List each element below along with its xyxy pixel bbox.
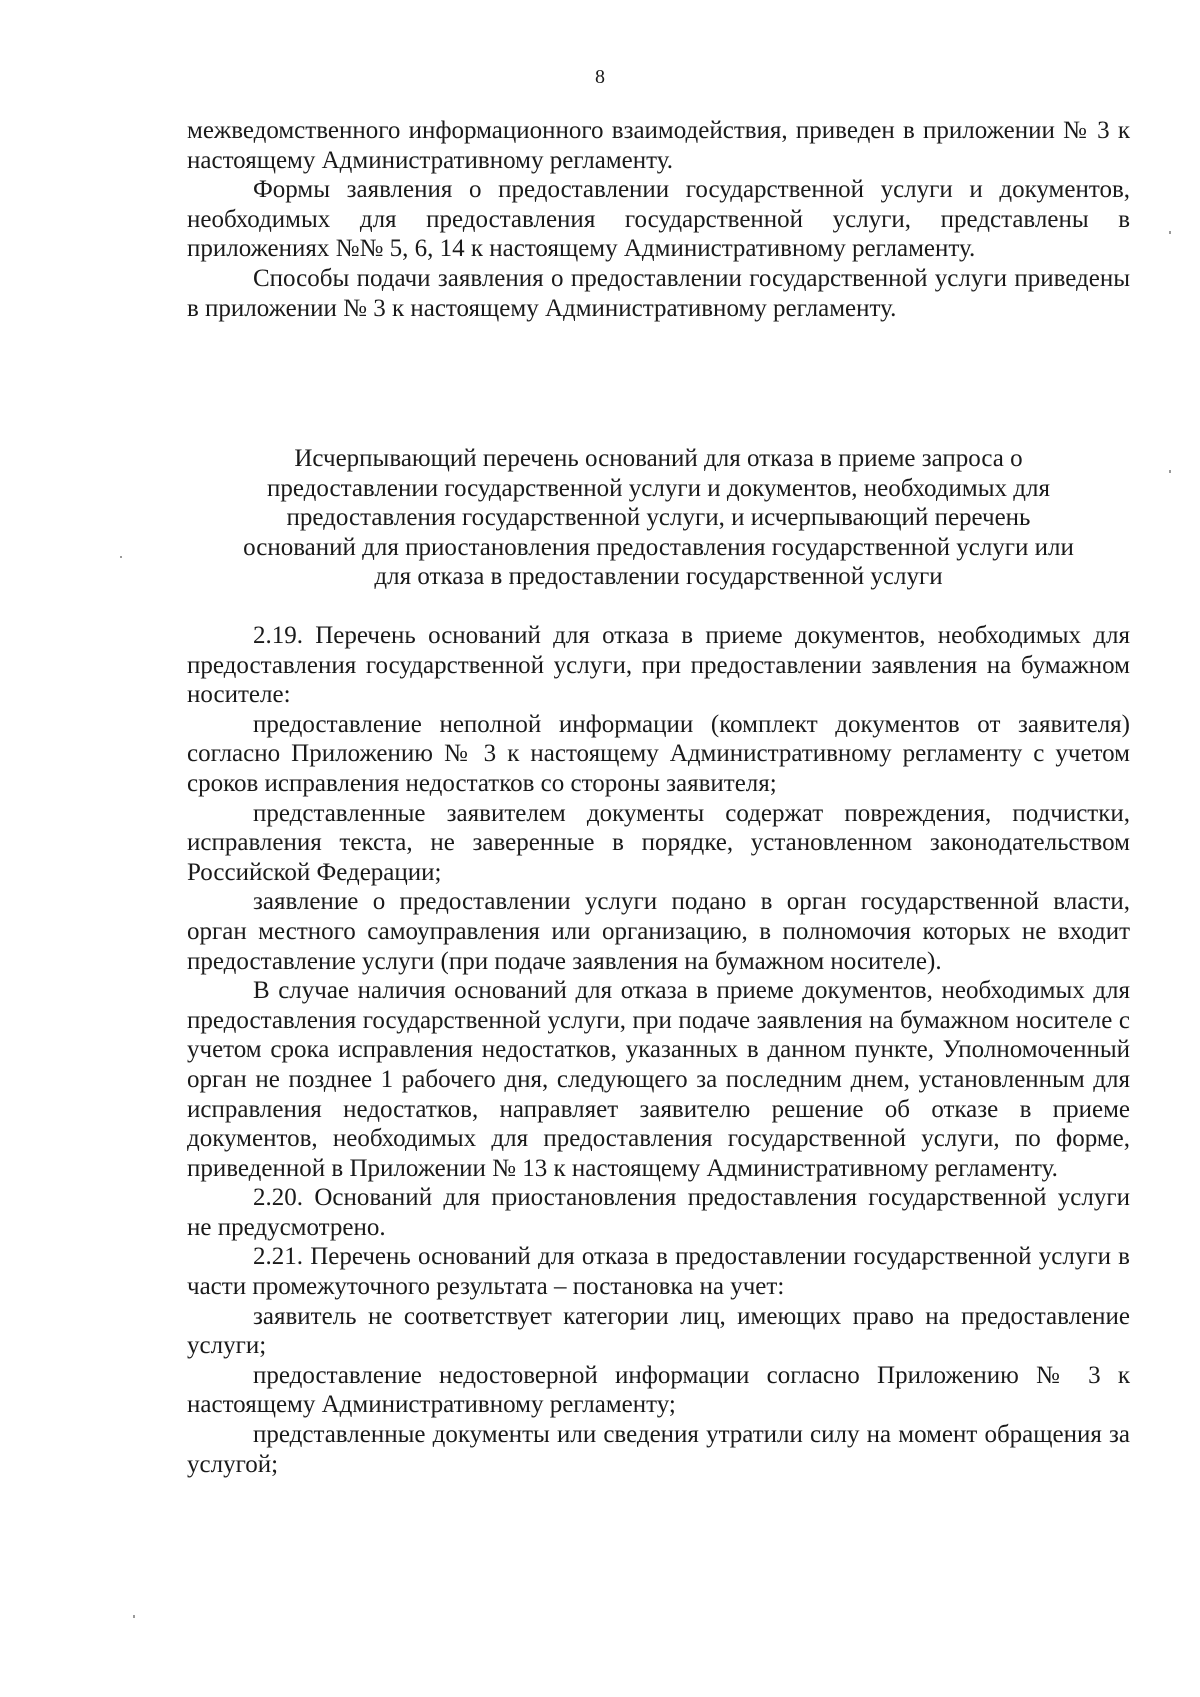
scan-speck: [120, 556, 122, 558]
intro-text-block: [187, 116, 1130, 323]
paragraph-2-19: 2.19. Перечень оснований для отказа в приеме документов, необходимых для предоставления государственной услуги, при предоставлении заявления на бумажном носителе:: [187, 622, 1130, 709]
section-heading: [187, 444, 1130, 592]
paragraph-interagency: межведомственного информационного взаимодействия, приведен в приложении № 3 к настоящему Административному регламенту.: [187, 117, 1130, 174]
scan-speck: [133, 1615, 135, 1618]
heading-line-5: для отказа в предоставлении государственной услуги: [374, 563, 943, 591]
list-item-incomplete-info: предоставление неполной информации (комплект документов от заявителя) согласно Приложению № 3 к настоящему Административному регламенту с учетом сроков исправления недостатков со стороны заявителя;: [187, 710, 1130, 797]
list-item-damaged-documents: представленные заявителем документы содержат повреждения, подчистки, исправления текста, не заверенные в порядке, установленном законодательством Российской Федерации;: [187, 799, 1130, 886]
list-item-expired-documents: представленные документы или сведения утратили силу на момент обращения за услугой;: [187, 1421, 1130, 1478]
grounds-section: [187, 621, 1130, 1479]
heading-line-4: оснований для приостановления предоставления государственной услуги или: [243, 533, 1074, 561]
heading-line-1: Исчерпывающий перечень оснований для отказа в приеме запроса о: [294, 445, 1023, 472]
paragraph-2-20: 2.20. Оснований для приостановления предоставления государственной услуги не предусмотрено.: [187, 1184, 1130, 1241]
paragraph-refusal-case: В случае наличия оснований для отказа в приеме документов, необходимых для предоставления государственной услуги, при подаче заявления на бумажном носителе с учетом срока исправления недостатков, указанных в данном пункте, Уполномоченный орган не позднее 1 рабочего дня, следующего за последним днем, установленным для исправления недостатков, направляет заявителю решение об отказе в приеме документов, необходимых для предоставления государственной услуги, по форме, приведенной в Приложении № 13 к настоящему Административному регламенту.: [187, 977, 1130, 1182]
list-item-wrong-authority: заявление о предоставлении услуги подано в орган государственной власти, орган местного самоуправления или организацию, в полномочия которых не входит предоставление услуги (при подаче заявления на бумажном носителе).: [187, 888, 1130, 975]
heading-line-3: предоставления государственной услуги, и исчерпывающий перечень: [286, 504, 1031, 532]
paragraph-forms: Формы заявления о предоставлении государственной услуги и документов, необходимых для предоставления государственной услуги, представлены в приложениях №№ 5, 6, 14 к настоящему Административному регламенту.: [187, 176, 1130, 263]
scan-speck: [1169, 470, 1171, 473]
list-item-unreliable-info: предоставление недостоверной информации согласно Приложению № 3 к настоящему Административному регламенту;: [187, 1361, 1130, 1419]
paragraph-2-21: 2.21. Перечень оснований для отказа в предоставлении государственной услуги в части промежуточного результата – постановка на учет:: [187, 1243, 1130, 1301]
heading-line-2: предоставлении государственной услуги и документов, необходимых для: [267, 474, 1050, 502]
scan-speck: [1169, 231, 1171, 234]
paragraph-submission-methods: Способы подачи заявления о предоставлении государственной услуги приведены в приложении № 3 к настоящему Административному регламенту.: [187, 264, 1130, 322]
list-item-category-mismatch: заявитель не соответствует категории лиц, имеющих право на предоставление услуги;: [187, 1302, 1130, 1360]
page-number: 8: [595, 66, 605, 88]
